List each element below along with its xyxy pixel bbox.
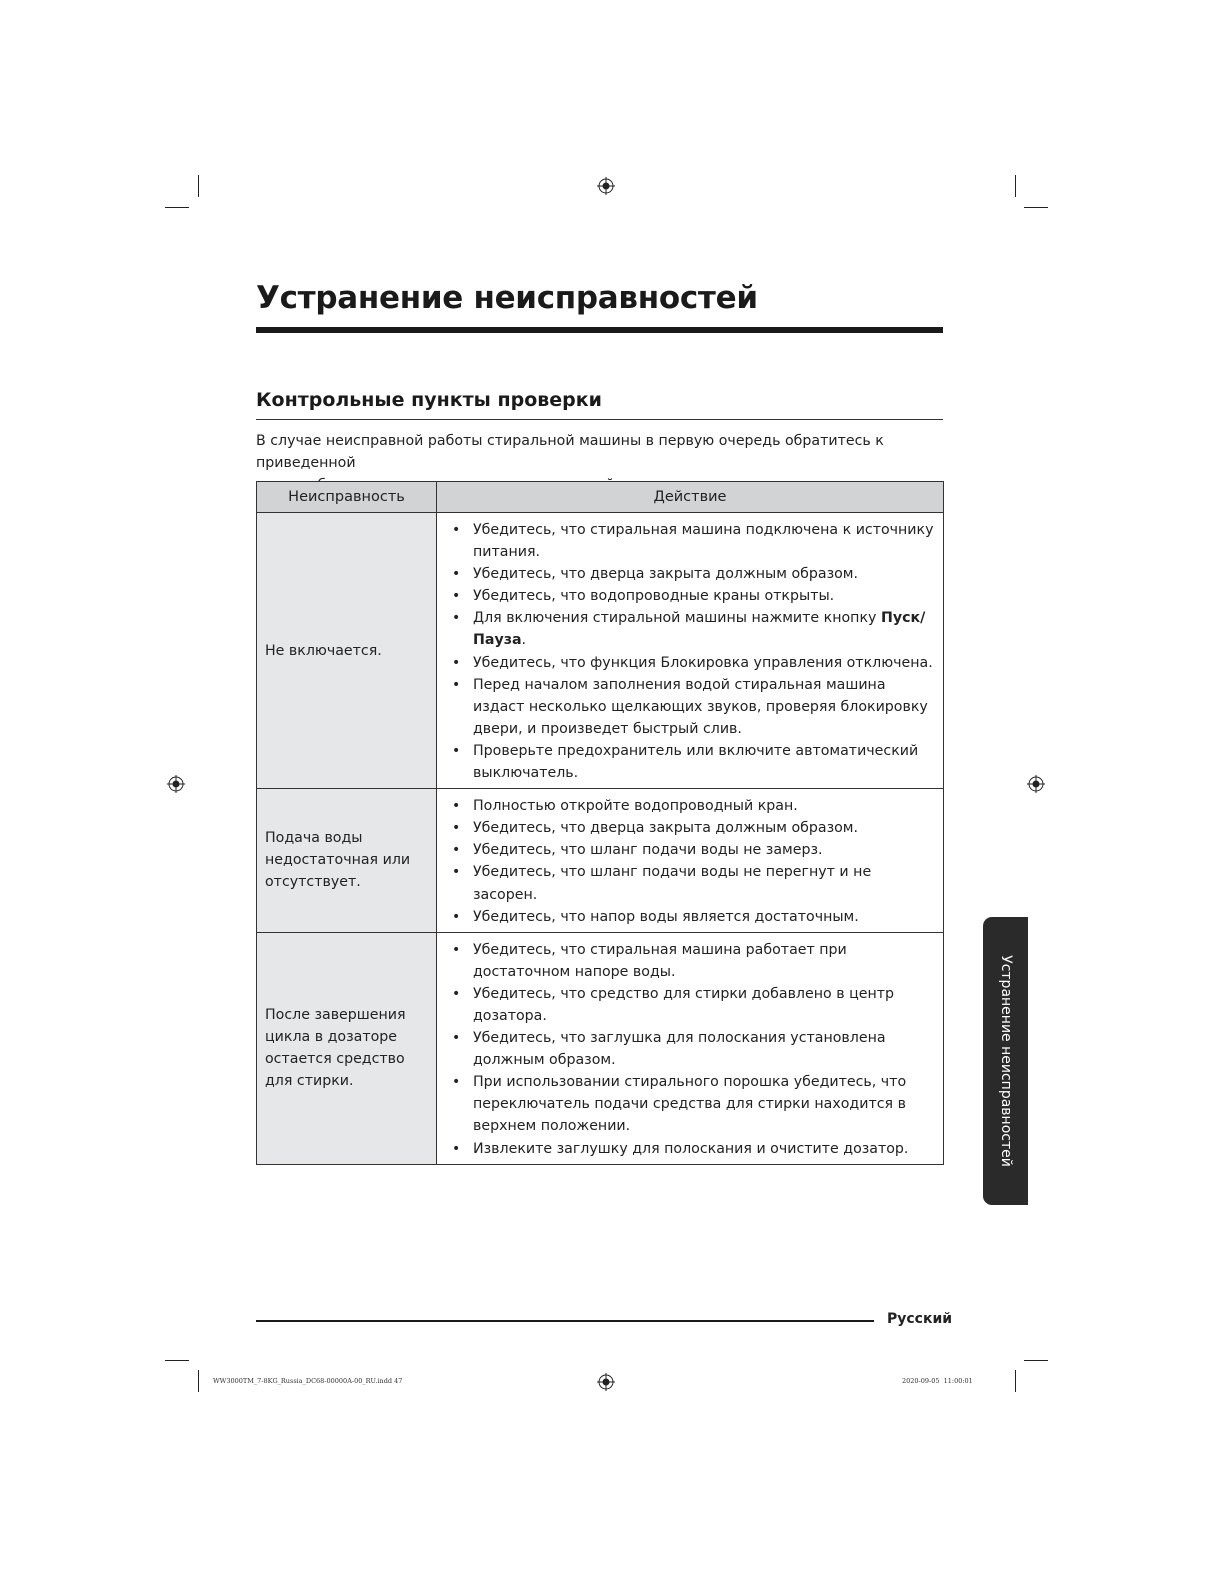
table-header-row (257, 482, 944, 513)
footer-language: Русский (887, 1311, 953, 1327)
table-row (257, 932, 944, 1164)
list-item: • Убедитесь, что напор воды является достаточным. (445, 906, 935, 928)
crop-mark (165, 1360, 189, 1361)
list-item: • Убедитесь, что заглушка для полоскания установлена должным образом. (445, 1027, 935, 1071)
list-item: • Извлеките заглушку для полоскания и очистите дозатор. (445, 1138, 935, 1160)
action-list (445, 939, 935, 1160)
intro-line: В случае неисправной работы стиральной машины в первую очередь обратитесь к приведенной (256, 433, 884, 471)
table-row (257, 789, 944, 933)
list-item-suffix: . (521, 632, 527, 649)
list-item: • Проверьте предохранитель или включите автоматический выключатель. (445, 740, 935, 784)
action-list (445, 519, 935, 784)
problem-cell: Не включается. (257, 513, 437, 789)
list-item: • Убедитесь, что стиральная машина подключена к источнику питания. (445, 519, 935, 563)
column-header-problem: Неисправность (257, 482, 437, 513)
footer-rule (256, 1320, 874, 1322)
list-item: • Полностью откройте водопроводный кран. (445, 795, 935, 817)
problem-cell: Подача воды недостаточная или отсутствует. (257, 789, 437, 933)
action-cell (437, 513, 944, 789)
list-item: • Убедитесь, что дверца закрыта должным образом. (445, 817, 935, 839)
button-name-emphasis: Пуск/Пауза (473, 610, 926, 649)
chapter-side-tab (983, 917, 1028, 1205)
list-item: • Убедитесь, что средство для стирки добавлено в центр дозатора. (445, 983, 935, 1027)
crop-mark (198, 175, 199, 197)
troubleshooting-table (256, 481, 944, 1165)
list-item (445, 607, 935, 651)
title-rule (256, 327, 943, 333)
list-item: • Убедитесь, что шланг подачи воды не перегнут и не засорен. (445, 861, 935, 905)
page-title: Устранение неисправностей (256, 280, 758, 316)
problem-cell: После завершения цикла в дозаторе остается средство для стирки. (257, 932, 437, 1164)
table-row (257, 513, 944, 789)
print-slug-date: 2020-09-05 ￼ 11:00:01 (902, 1377, 973, 1385)
registration-mark-icon (1027, 775, 1045, 793)
crop-mark (1024, 1360, 1048, 1361)
crop-mark (198, 1370, 199, 1392)
action-cell (437, 932, 944, 1164)
list-item: • Убедитесь, что стиральная машина работает при достаточном напоре воды. (445, 939, 935, 983)
registration-mark-icon (597, 177, 615, 195)
section-title: Контрольные пункты проверки (256, 389, 602, 411)
chapter-side-tab-label: Устранение неисправностей (997, 955, 1014, 1167)
list-item-text: Для включения стиральной машины нажмите кнопку (473, 610, 877, 627)
registration-mark-icon (167, 775, 185, 793)
action-list (445, 795, 935, 928)
action-cell (437, 789, 944, 933)
list-item: • Убедитесь, что дверца закрыта должным образом. (445, 563, 935, 585)
print-slug-file: WW3000TM_7-8KG_Russia_DC68-00000A-00_RU.indd 47 (213, 1377, 403, 1385)
registration-mark-icon (597, 1373, 615, 1391)
list-item: • Убедитесь, что функция Блокировка управления отключена. (445, 652, 935, 674)
crop-mark (1024, 207, 1048, 208)
list-item: • При использовании стирального порошка убедитесь, что переключатель подачи средства для стирки находится в верхнем положении. (445, 1071, 935, 1137)
crop-mark (1015, 1370, 1016, 1392)
column-header-action: Действие (437, 482, 944, 513)
list-item: • Убедитесь, что шланг подачи воды не замерз. (445, 839, 935, 861)
list-item: • Убедитесь, что водопроводные краны открыты. (445, 585, 935, 607)
crop-mark (165, 207, 189, 208)
crop-mark (1015, 175, 1016, 197)
section-rule (256, 419, 943, 420)
list-item: • Перед началом заполнения водой стиральная машина издаст несколько щелкающих звуков, проверяя блокировку двери, и произведет быстрый слив. (445, 674, 935, 740)
